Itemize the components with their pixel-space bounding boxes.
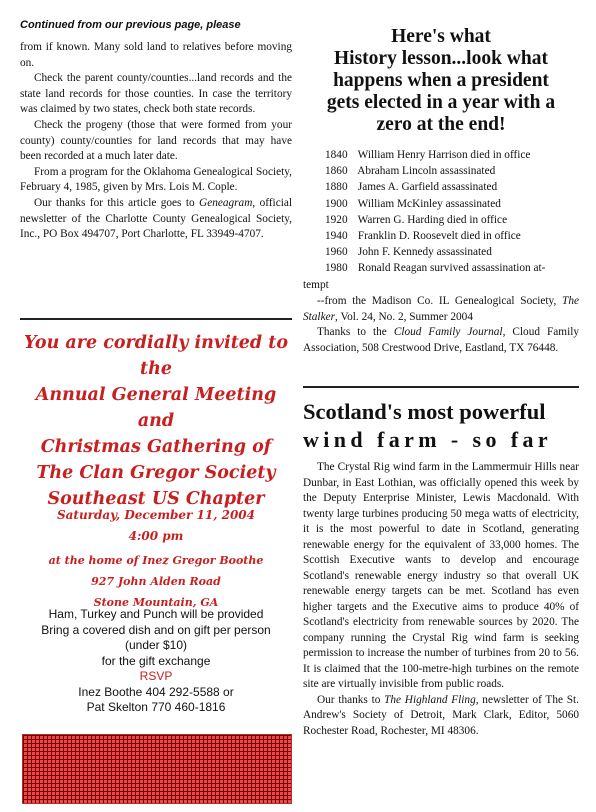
invitation-address: 927 John Alden Road	[91, 575, 221, 588]
article-paragraph: Check the progeny (those that were formed from your county) county/counties for land records that may have been recorded at a much later date.	[20, 118, 292, 163]
list-year: 1880	[325, 181, 348, 194]
invitation-location: at the home of Inez Gregor Boothe	[48, 554, 264, 567]
history-title-line: zero at the end!	[376, 114, 506, 135]
list-year: 1940	[325, 230, 348, 243]
list-item	[325, 163, 580, 179]
right-divider	[303, 386, 579, 388]
thanks-publication: Cloud Family Journal	[393, 326, 503, 339]
thanks-suffix: , Cloud Family Association, 508 Crestwood Drive, Eastland, TX 76448.	[303, 326, 579, 354]
thanks-prefix: Thanks to the	[317, 326, 394, 339]
list-year: 1840	[325, 149, 348, 161]
list-year: 1960	[325, 246, 348, 259]
article-paragraph: Check the parent county/counties...land records and the state land records for those counties. In case the territory was claimed by two states, check both state records.	[20, 72, 292, 116]
history-title-line: gets elected in a year with a	[326, 92, 556, 113]
history-title	[303, 26, 579, 136]
list-text: John F. Kennedy assassinated	[357, 246, 492, 259]
invitation-date: Saturday, December 11, 2004	[56, 508, 256, 522]
list-continuation: tempt	[303, 279, 329, 291]
source-prefix: --from the Madison Co. IL Genealogical Society,	[317, 295, 563, 307]
list-text: William Henry Harrison died in office	[357, 149, 531, 161]
article-thanks	[20, 196, 292, 243]
info-line: Ham, Turkey and Punch will be provided	[48, 607, 264, 621]
scotland-thanks	[303, 693, 579, 740]
list-item	[325, 244, 580, 260]
list-year: 1920	[325, 213, 348, 226]
scotland-title-line: Scotland's most powerful	[303, 399, 546, 424]
invitation-line: Christmas Gathering of	[40, 437, 272, 457]
history-title-line: Here's what	[391, 26, 491, 47]
source-publication: The Stalker	[303, 295, 579, 323]
history-title-line: History lesson...look what	[334, 48, 548, 69]
thanks-prefix: Our thanks to	[317, 693, 385, 706]
list-item	[325, 228, 580, 244]
list-item	[325, 147, 580, 163]
contact-line: Inez Boothe 404 292-5588 or	[78, 684, 234, 699]
thanks-source: Geneagram	[199, 196, 253, 209]
thanks-prefix: Our thanks for this article goes to	[34, 196, 200, 209]
invitation-time: 4:00 pm	[128, 529, 184, 543]
list-item	[325, 179, 580, 195]
source-suffix: , Vol. 24, No. 2, Summer 2004	[335, 310, 473, 323]
list-item	[325, 196, 580, 212]
genealogy-article	[20, 40, 292, 243]
info-line: Bring a covered dish and on gift per person	[41, 622, 271, 637]
scotland-title	[303, 398, 579, 454]
list-year: 1900	[325, 197, 348, 210]
scotland-title-line: wind farm - so far	[303, 427, 553, 452]
invitation-details	[20, 505, 292, 613]
list-text: Franklin D. Roosevelt died in office	[357, 230, 521, 243]
source-credit	[303, 294, 579, 325]
info-line: (under $10)	[124, 638, 188, 652]
source-thanks	[303, 325, 579, 356]
thanks-suffix: , official newsletter of the Charlotte County Genealogical Society, Inc., PO Box 494707, Port Charlotte, FL 33949-4707.	[20, 196, 293, 241]
invitation-city: Stone Mountain, GA	[93, 596, 219, 609]
list-text: William McKinley assassinated	[357, 197, 501, 210]
invitation-line: Annual General Meeting	[35, 385, 277, 405]
tartan-grid-decoration	[22, 734, 292, 804]
president-list	[325, 147, 580, 277]
list-item	[325, 212, 580, 228]
invitation-heading	[20, 330, 292, 512]
list-text: Abraham Lincoln assassinated	[357, 165, 496, 178]
list-year: 1860	[325, 165, 348, 178]
rsvp-label: RSVP	[139, 669, 173, 683]
article-paragraph: From a program for the Oklahoma Genealogical Society, February 4, 1985, given by Mrs. Lois M. Cople.	[20, 165, 292, 194]
thanks-publication: The Highland Fling	[384, 693, 476, 706]
continued-note: Continued from our previous page, please	[20, 19, 241, 31]
contact-line: Pat Skelton 770 460-1816	[86, 700, 226, 714]
scotland-article	[303, 460, 579, 739]
list-text: James A. Garfield assassinated	[357, 181, 498, 194]
list-item	[325, 260, 580, 276]
list-text: Warren G. Harding died in office	[357, 213, 508, 226]
scotland-paragraph: The Crystal Rig wind farm in the Lammermuir Hills near Dunbar, in East Lothian, was officially opened this week by the Deputy Enterprise Minister, Lewis Macdonald. With twenty large turbines producing 50 mega watts of electricity, it is the most powerful to date in Scotland, generating renewable energy for the equivalent of 33,000 homes. The Scottish Executive wants to develop and encourage Scotland's renewable energy industry so that overall UK renewable energy targets can be met. Scotland has even higher targets and the Executive aims to produce 40% of Scotland's electricity from renewable sources by 2020. The company running the Crystal Rig wind farm is seeking permission to increase the number of turbines from 20 to 56. It is claimed that the 100-metre-high turbines on the remote site are virtually invisible from public roads.	[303, 461, 579, 690]
history-source	[303, 294, 579, 356]
article-paragraph: from if known. Many sold land to relatives before moving on.	[20, 41, 292, 69]
thanks-suffix: , newsletter of The St. Andrew's Society of Detroit, Mark Clark, Editor, 5060 Rochester Road, Rochester, MI 48306.	[303, 693, 579, 737]
invitation-line: Southeast US Chapter	[47, 489, 265, 509]
history-title-line: happens when a president	[333, 70, 549, 91]
info-line: for the gift exchange	[101, 653, 211, 668]
invitation-line: You are cordially invited to the	[23, 333, 289, 379]
invitation-line: The Clan Gregor Society	[36, 463, 276, 483]
list-text: Ronald Reagan survived assassination at-	[357, 262, 546, 275]
invitation-info	[20, 607, 292, 716]
left-divider	[20, 318, 292, 320]
list-year: 1980	[325, 262, 348, 275]
invitation-line: and	[137, 411, 175, 431]
